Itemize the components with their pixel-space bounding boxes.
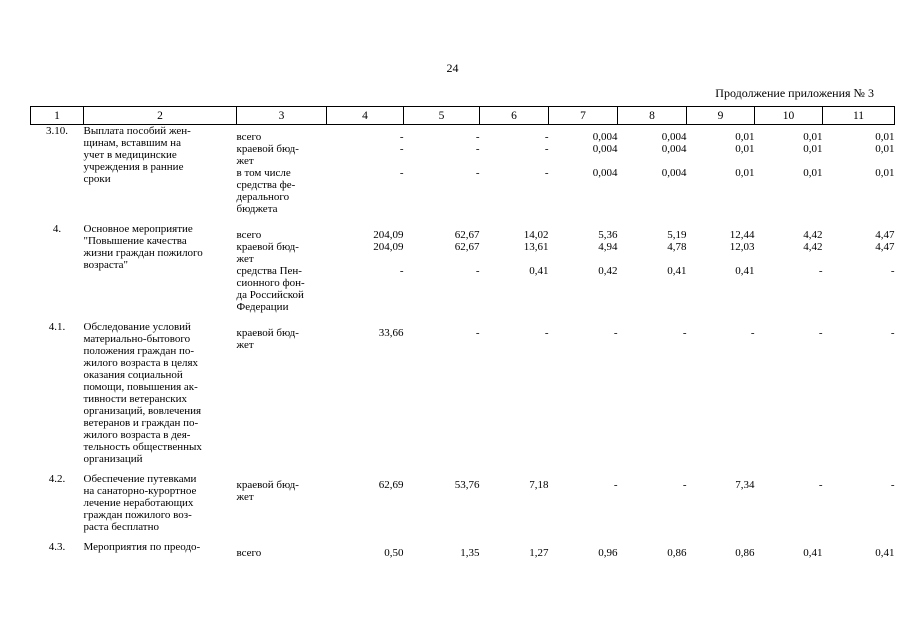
value-cell: 14,02 [523, 229, 549, 241]
continuation-caption: Продолжение приложения № 3 [715, 86, 874, 100]
value-cell: - [475, 167, 480, 179]
measure-name: Основное мероприятие "Повышение качества жизни граждан пожилого возраста" [83, 223, 203, 271]
column-header: 5 [404, 107, 480, 125]
column-header-row [31, 107, 895, 125]
value-cell: 1,27 [529, 547, 549, 559]
value-cell: - [818, 327, 823, 339]
column-header: 1 [31, 107, 84, 125]
value-cell: - [890, 327, 895, 339]
row-number: 3.10. [46, 125, 68, 137]
value-cell: - [750, 327, 755, 339]
value-cell: 1,35 [460, 547, 480, 559]
value-cell: 0,41 [735, 265, 755, 277]
table-row [31, 541, 895, 567]
value-cell: 53,76 [454, 479, 480, 491]
column-header: 4 [327, 107, 404, 125]
value-cell: - [399, 131, 404, 143]
value-cell: - [613, 479, 618, 491]
funding-source: краевой бюд- жет [236, 143, 299, 167]
value-cell: 5,19 [667, 229, 687, 241]
value-cell: - [682, 479, 687, 491]
value-cell: 4,94 [598, 241, 618, 253]
funding-source: в том числе средства фе- дерального бюджета [236, 167, 296, 215]
value-cell: 0,01 [735, 167, 755, 179]
column-header: 10 [755, 107, 823, 125]
value-cell: 4,47 [875, 229, 895, 241]
value-cell: 0,96 [598, 547, 618, 559]
value-cell: - [399, 167, 404, 179]
value-cell: - [682, 327, 687, 339]
value-cell: 13,61 [523, 241, 549, 253]
value-cell: 0,86 [667, 547, 687, 559]
value-cell: - [475, 143, 480, 155]
value-cell: - [475, 265, 480, 277]
value-cell: - [818, 265, 823, 277]
table-row [31, 223, 895, 241]
value-cell: 33,66 [378, 327, 404, 339]
funding-source: краевой бюд- жет [236, 327, 299, 351]
row-number: 4. [52, 223, 62, 235]
value-cell: 0,004 [661, 131, 687, 143]
value-cell: - [890, 265, 895, 277]
value-cell: 0,01 [803, 143, 823, 155]
value-cell: 0,01 [875, 167, 895, 179]
value-cell: 0,01 [735, 131, 755, 143]
funding-source: всего [236, 229, 262, 241]
value-cell: 0,01 [735, 143, 755, 155]
value-cell: 0,004 [661, 167, 687, 179]
value-cell: 62,67 [454, 229, 480, 241]
value-cell: 4,42 [803, 241, 823, 253]
value-cell: 0,41 [667, 265, 687, 277]
value-cell: - [475, 131, 480, 143]
value-cell: - [818, 479, 823, 491]
value-cell: 62,67 [454, 241, 480, 253]
value-cell: 12,03 [729, 241, 755, 253]
page-number: 24 [446, 61, 459, 75]
value-cell: 4,42 [803, 229, 823, 241]
value-cell: 7,18 [529, 479, 549, 491]
funding-source: краевой бюд- жет [236, 241, 299, 265]
measure-name: Обеспечение путевками на санаторно-курортное лечение неработающих граждан пожилого воз- раста бесплатно [83, 473, 197, 533]
value-cell: 0,01 [875, 143, 895, 155]
value-cell: - [890, 479, 895, 491]
column-header: 2 [84, 107, 237, 125]
row-number: 4.3. [48, 541, 66, 553]
program-table [30, 106, 895, 567]
value-cell: 0,01 [803, 167, 823, 179]
table-row [31, 125, 895, 144]
measure-name: Мероприятия по преодо- [83, 541, 201, 553]
value-cell: - [613, 327, 618, 339]
value-cell: - [544, 327, 549, 339]
value-cell: 0,41 [803, 547, 823, 559]
funding-source: краевой бюд- жет [236, 479, 299, 503]
value-cell: 0,50 [384, 547, 404, 559]
row-number: 4.2. [48, 473, 66, 485]
funding-source: всего [236, 131, 262, 143]
value-cell: 0,004 [661, 143, 687, 155]
value-cell: 7,34 [735, 479, 755, 491]
column-header: 3 [237, 107, 327, 125]
column-header: 7 [549, 107, 618, 125]
column-header: 6 [480, 107, 549, 125]
column-header: 11 [823, 107, 895, 125]
value-cell: 62,69 [378, 479, 404, 491]
value-cell: 0,01 [875, 131, 895, 143]
value-cell: 0,004 [592, 167, 618, 179]
row-number: 4.1. [48, 321, 66, 333]
funding-source: средства Пен- сионного фон- да Российской Федерации [236, 265, 305, 313]
value-cell: 0,86 [735, 547, 755, 559]
value-cell: 204,09 [373, 229, 404, 241]
funding-source: всего [236, 547, 262, 559]
measure-name: Выплата пособий жен- щинам, вставшим на учет в медицинские учреждения в ранние сроки [83, 125, 191, 185]
value-cell: 12,44 [729, 229, 755, 241]
value-cell: 4,78 [667, 241, 687, 253]
value-cell: 0,01 [803, 131, 823, 143]
measure-name: Обследование условий материально-бытового положения граждан по- жилого возраста в целях оказания социальной помощи, повышения ак- тивности ветеранских организаций, вовлечения ветеранов и граждан по- жилого возраста в дея- тельность общественных организаций [83, 321, 202, 465]
value-cell: - [399, 265, 404, 277]
table-row [31, 473, 895, 541]
value-cell: 0,42 [598, 265, 618, 277]
value-cell: 0,004 [592, 131, 618, 143]
value-cell: 4,47 [875, 241, 895, 253]
table-body [31, 125, 895, 568]
value-cell: 0,41 [875, 547, 895, 559]
value-cell: - [544, 143, 549, 155]
value-cell: 0,004 [592, 143, 618, 155]
value-cell: - [544, 167, 549, 179]
value-cell: 0,41 [529, 265, 549, 277]
table-row [31, 321, 895, 473]
value-cell: - [475, 327, 480, 339]
column-header: 9 [687, 107, 755, 125]
value-cell: 204,09 [373, 241, 404, 253]
value-cell: 5,36 [598, 229, 618, 241]
value-cell: - [544, 131, 549, 143]
column-header: 8 [618, 107, 687, 125]
value-cell: - [399, 143, 404, 155]
